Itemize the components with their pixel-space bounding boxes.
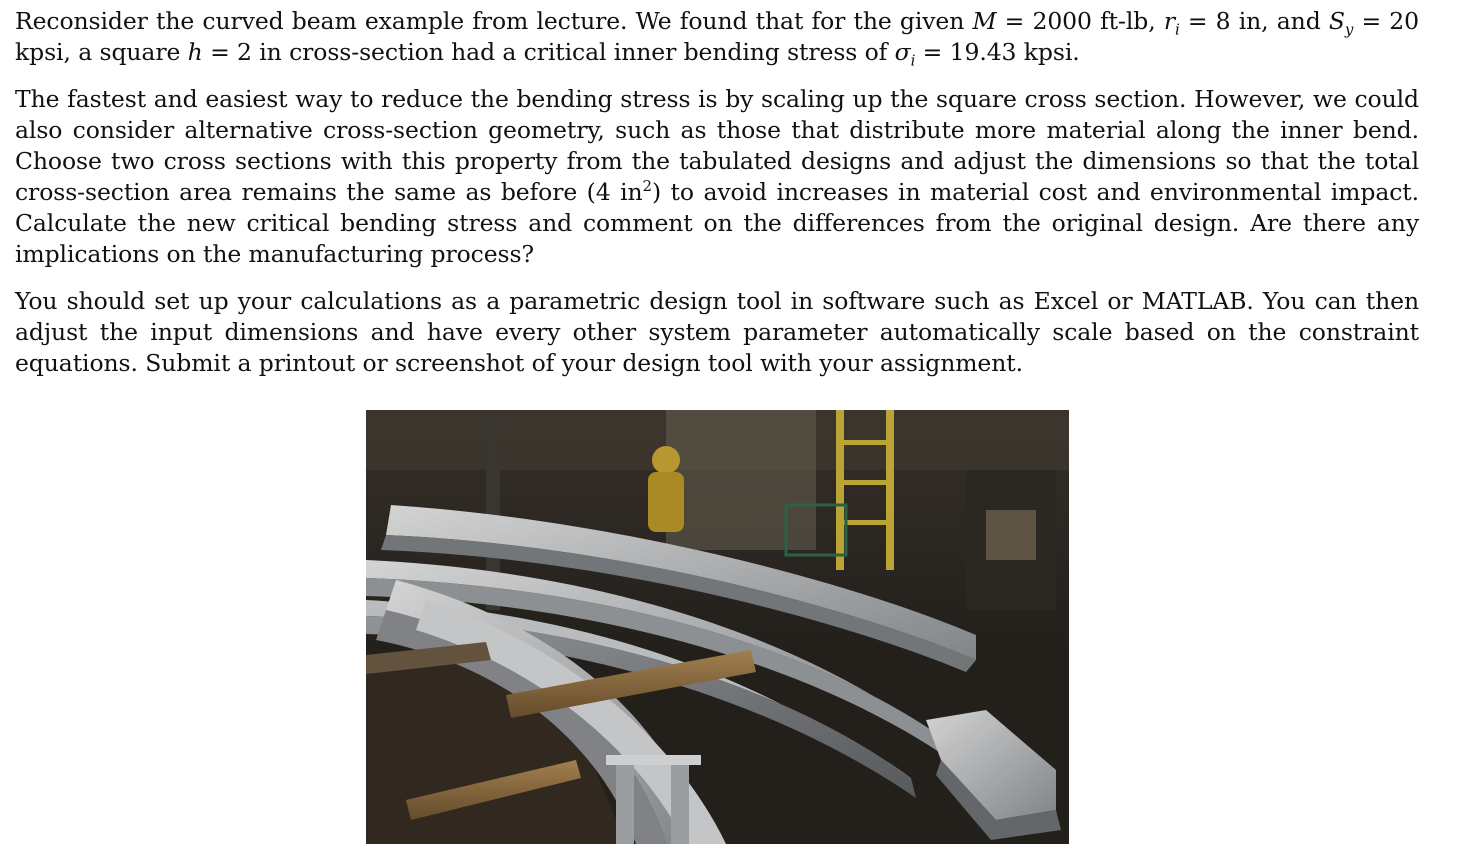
square-text: a square — [70, 38, 188, 66]
stress-subscript: i — [910, 51, 916, 70]
radius-symbol: r — [1163, 7, 1175, 35]
radius-value: = 8 in, and — [1179, 7, 1329, 35]
document-body — [15, 6, 1419, 395]
radius-subscript: i — [1174, 20, 1180, 39]
area-exponent: 2 — [642, 177, 652, 196]
task-text-end: ) to avoid increases in material cost and environmental impact. Calculate the new critical bending stress and comment on the differences from the original design. Are there any implications on the manufacturing process? — [15, 178, 1419, 268]
paragraph-problem-setup — [15, 6, 1419, 68]
paragraph-instructions: You should set up your calculations as a parametric design tool in software such as Excel or MATLAB. You can then adjust the input dimensions and have every other system parameter automatically scale based on the constraint equations. Submit a printout or screenshot of your design tool with your assignment. — [15, 287, 1419, 377]
setup-text: Reconsider the curved beam example from lecture. We found that for the given — [15, 7, 973, 35]
moment-symbol: M — [972, 7, 997, 35]
task-text-start: The fastest and easiest way to reduce the bending stress is by scaling up the square cross section. However, we could also consider alternative cross-section geometry, such as those that distribute more material along the inner bend. Choose two cross sections with this property from the tabulated designs and adjust the dimensions so that the total cross-section area remains the same as before (4 in — [15, 85, 1419, 206]
paragraph-task — [15, 84, 1419, 270]
curved-beams-illustration — [366, 410, 1069, 844]
strength-subscript: y — [1344, 20, 1354, 39]
stress-symbol: σ — [894, 38, 911, 66]
strength-value: = 20 kpsi, — [15, 7, 1419, 66]
curved-beams-photo — [366, 410, 1069, 844]
stress-value: = 19.43 kpsi. — [915, 38, 1080, 66]
strength-symbol: S — [1328, 7, 1345, 35]
height-symbol: h — [187, 38, 203, 66]
moment-value: = 2000 ft-lb, — [996, 7, 1164, 35]
height-value: = 2 in cross-section had a critical inner bending stress of — [202, 38, 895, 66]
